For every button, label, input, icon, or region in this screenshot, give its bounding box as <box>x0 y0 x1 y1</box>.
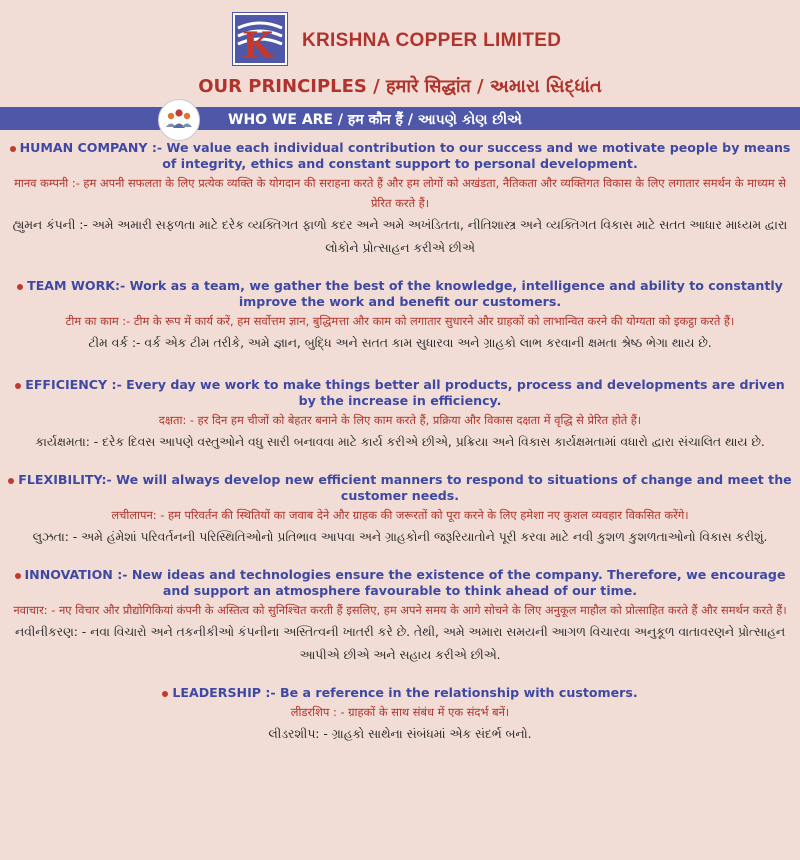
bullet-icon <box>15 573 21 579</box>
bullet-icon <box>8 478 14 484</box>
bullet-icon <box>162 691 168 697</box>
banner-title: WHO WE ARE / हम कौन हैं / આપણે કોણ છીએ <box>228 112 522 128</box>
principle-gujarati: લુઝતા: - અમે હંમેશાં પરિવર્તનની પરિસ્થિતિઓનો પ્રતિભાવ આપવા અને ગ્રાહકોની જરૂરિયાતોને પૂરી કરવા માટે નવી કુશળ કુશળતાઓનો વિકાસ કરીશું. <box>32 530 768 544</box>
bullet-icon <box>17 284 23 290</box>
company-logo-icon <box>232 12 288 66</box>
principle-team-work <box>8 278 792 355</box>
principle-english: INNOVATION :- New ideas and technologies ensure the existence of the company. Therefore, we encourage and support an atmosphere favourable to think ahead of our time. <box>24 567 786 598</box>
principle-hindi: दक्षता: - हर दिन हम चीजों को बेहतर बनाने के लिए काम करते हैं, प्रक्रिया और विकास दक्षता में वृद्धि से प्रेरित होते हैं। <box>158 413 642 427</box>
principle-hindi: लीडरशिप : - ग्राहकों के साथ संबंध में एक संदर्भ बनें। <box>290 705 510 719</box>
principle-efficiency <box>8 377 792 454</box>
principle-gujarati: હ્યુમન કંપની :- અમે અમારી સફળતા માટે દરેક વ્યક્તિગત ફાળો કદર અને અમે અખંડિતતા, નીતિશાસ્ત્ર અને વ્યક્તિગત વિકાસ માટે સતત આધાર માધ્યમ દ્વારા લોકોને પ્રોત્સાહન કરીએ છીએ <box>12 218 788 255</box>
bullet-icon <box>10 146 16 152</box>
principle-gujarati: ટીમ વર્ક :- વર્ક એક ટીમ તરીકે, અમે જ્ઞાન, બુદ્ધિ અને સતત કામ સુધારવા અને ગ્રાહકો લાભ કરવાની ક્ષમતા શ્રેષ્ઠ ભેગા થાય છે. <box>88 336 712 350</box>
principle-leadership <box>8 685 792 746</box>
page-header <box>0 0 800 70</box>
principles-list <box>8 140 792 764</box>
principle-english: FLEXIBILITY:- We will always develop new efficient manners to respond to situations of change and meet the customer needs. <box>18 472 792 503</box>
principle-english: EFFICIENCY :- Every day we work to make things better all products, process and developments are driven by the increase in efficiency. <box>25 377 785 408</box>
principle-english: HUMAN COMPANY :- We value each individual contribution to our success and we motivate people by means of integrity, ethics and constant support to personal development. <box>19 140 791 171</box>
company-name: KRISHNA COPPER LIMITED <box>302 30 562 51</box>
principle-english: TEAM WORK:- Work as a team, we gather the best of the knowledge, intelligence and ability to constantly improve the work and benefit our customers. <box>27 278 783 309</box>
principle-innovation <box>8 567 792 667</box>
principle-gujarati: કાર્યક્ષમતા: - દરેક દિવસ આપણે વસ્તુઓને વધુ સારી બનાવવા માટે કાર્ય કરીએ છીએ, પ્રક્રિયા અને વિકાસ કાર્યક્ષમતામાં વધારો દ્વારા સંચાલિત થાય છે. <box>35 435 765 449</box>
principle-hindi: टीम का काम :- टीम के रूप में कार्य करें, हम सर्वोत्तम ज्ञान, बुद्धिमत्ता और काम को लगातार सुधारने और ग्राहकों को लाभान्वित करने की योग्यता को इकट्ठा करते हैं। <box>65 314 735 328</box>
bullet-icon <box>15 383 21 389</box>
principle-human-company <box>8 140 792 260</box>
principle-gujarati: નવીનીકરણ: - નવા વિચારો અને તકનીકીઓ કંપનીના અસ્તિત્વની ખાતરી કરે છે. તેથી, અમે અમારા સમયની આગળ વિચારવા અનુકૂળ વાતાવરણને પ્રોત્સાહન આપીએ છીએ અને સહાય કરીએ છીએ. <box>14 625 786 662</box>
page-title: OUR PRINCIPLES / हमारे सिद्धांत / અમારા સિદ્ધાંત <box>198 76 602 97</box>
principle-english: LEADERSHIP :- Be a reference in the relationship with customers. <box>172 685 638 700</box>
principle-hindi: मानव कम्पनी :- हम अपनी सफलता के लिए प्रत्येक व्यक्ति के योगदान की सराहना करते हैं और हम लोगों को अखंडता, नैतिकता और व्यक्तिगत विकास के लिए लगातार समर्थन के माध्यम से प्रेरित करते हैं। <box>14 176 786 210</box>
principle-gujarati: લીડરશીપ: - ગ્રાહકો સાથેના સંબંધમાં એક સંદર્ભ બનો. <box>268 727 532 741</box>
people-group-icon <box>158 99 200 141</box>
principle-hindi: नवाचार: - नए विचार और प्रौद्योगिकियां कंपनी के अस्तित्व को सुनिश्चित करती हैं इसलिए, हम अपने समय के आगे सोचने के लिए अनुकूल माहौल को प्रोत्साहित करते हैं और समर्थन करते हैं। <box>13 603 787 617</box>
principle-flexibility <box>8 472 792 549</box>
logo-letter: K <box>242 25 274 66</box>
principle-hindi: लचीलापन: - हम परिवर्तन की स्थितियों का जवाब देने और ग्राहक की जरूरतों को पूरा करने के लिए हमेशा नए कुशल व्यवहार विकसित करेंगे। <box>111 508 689 522</box>
